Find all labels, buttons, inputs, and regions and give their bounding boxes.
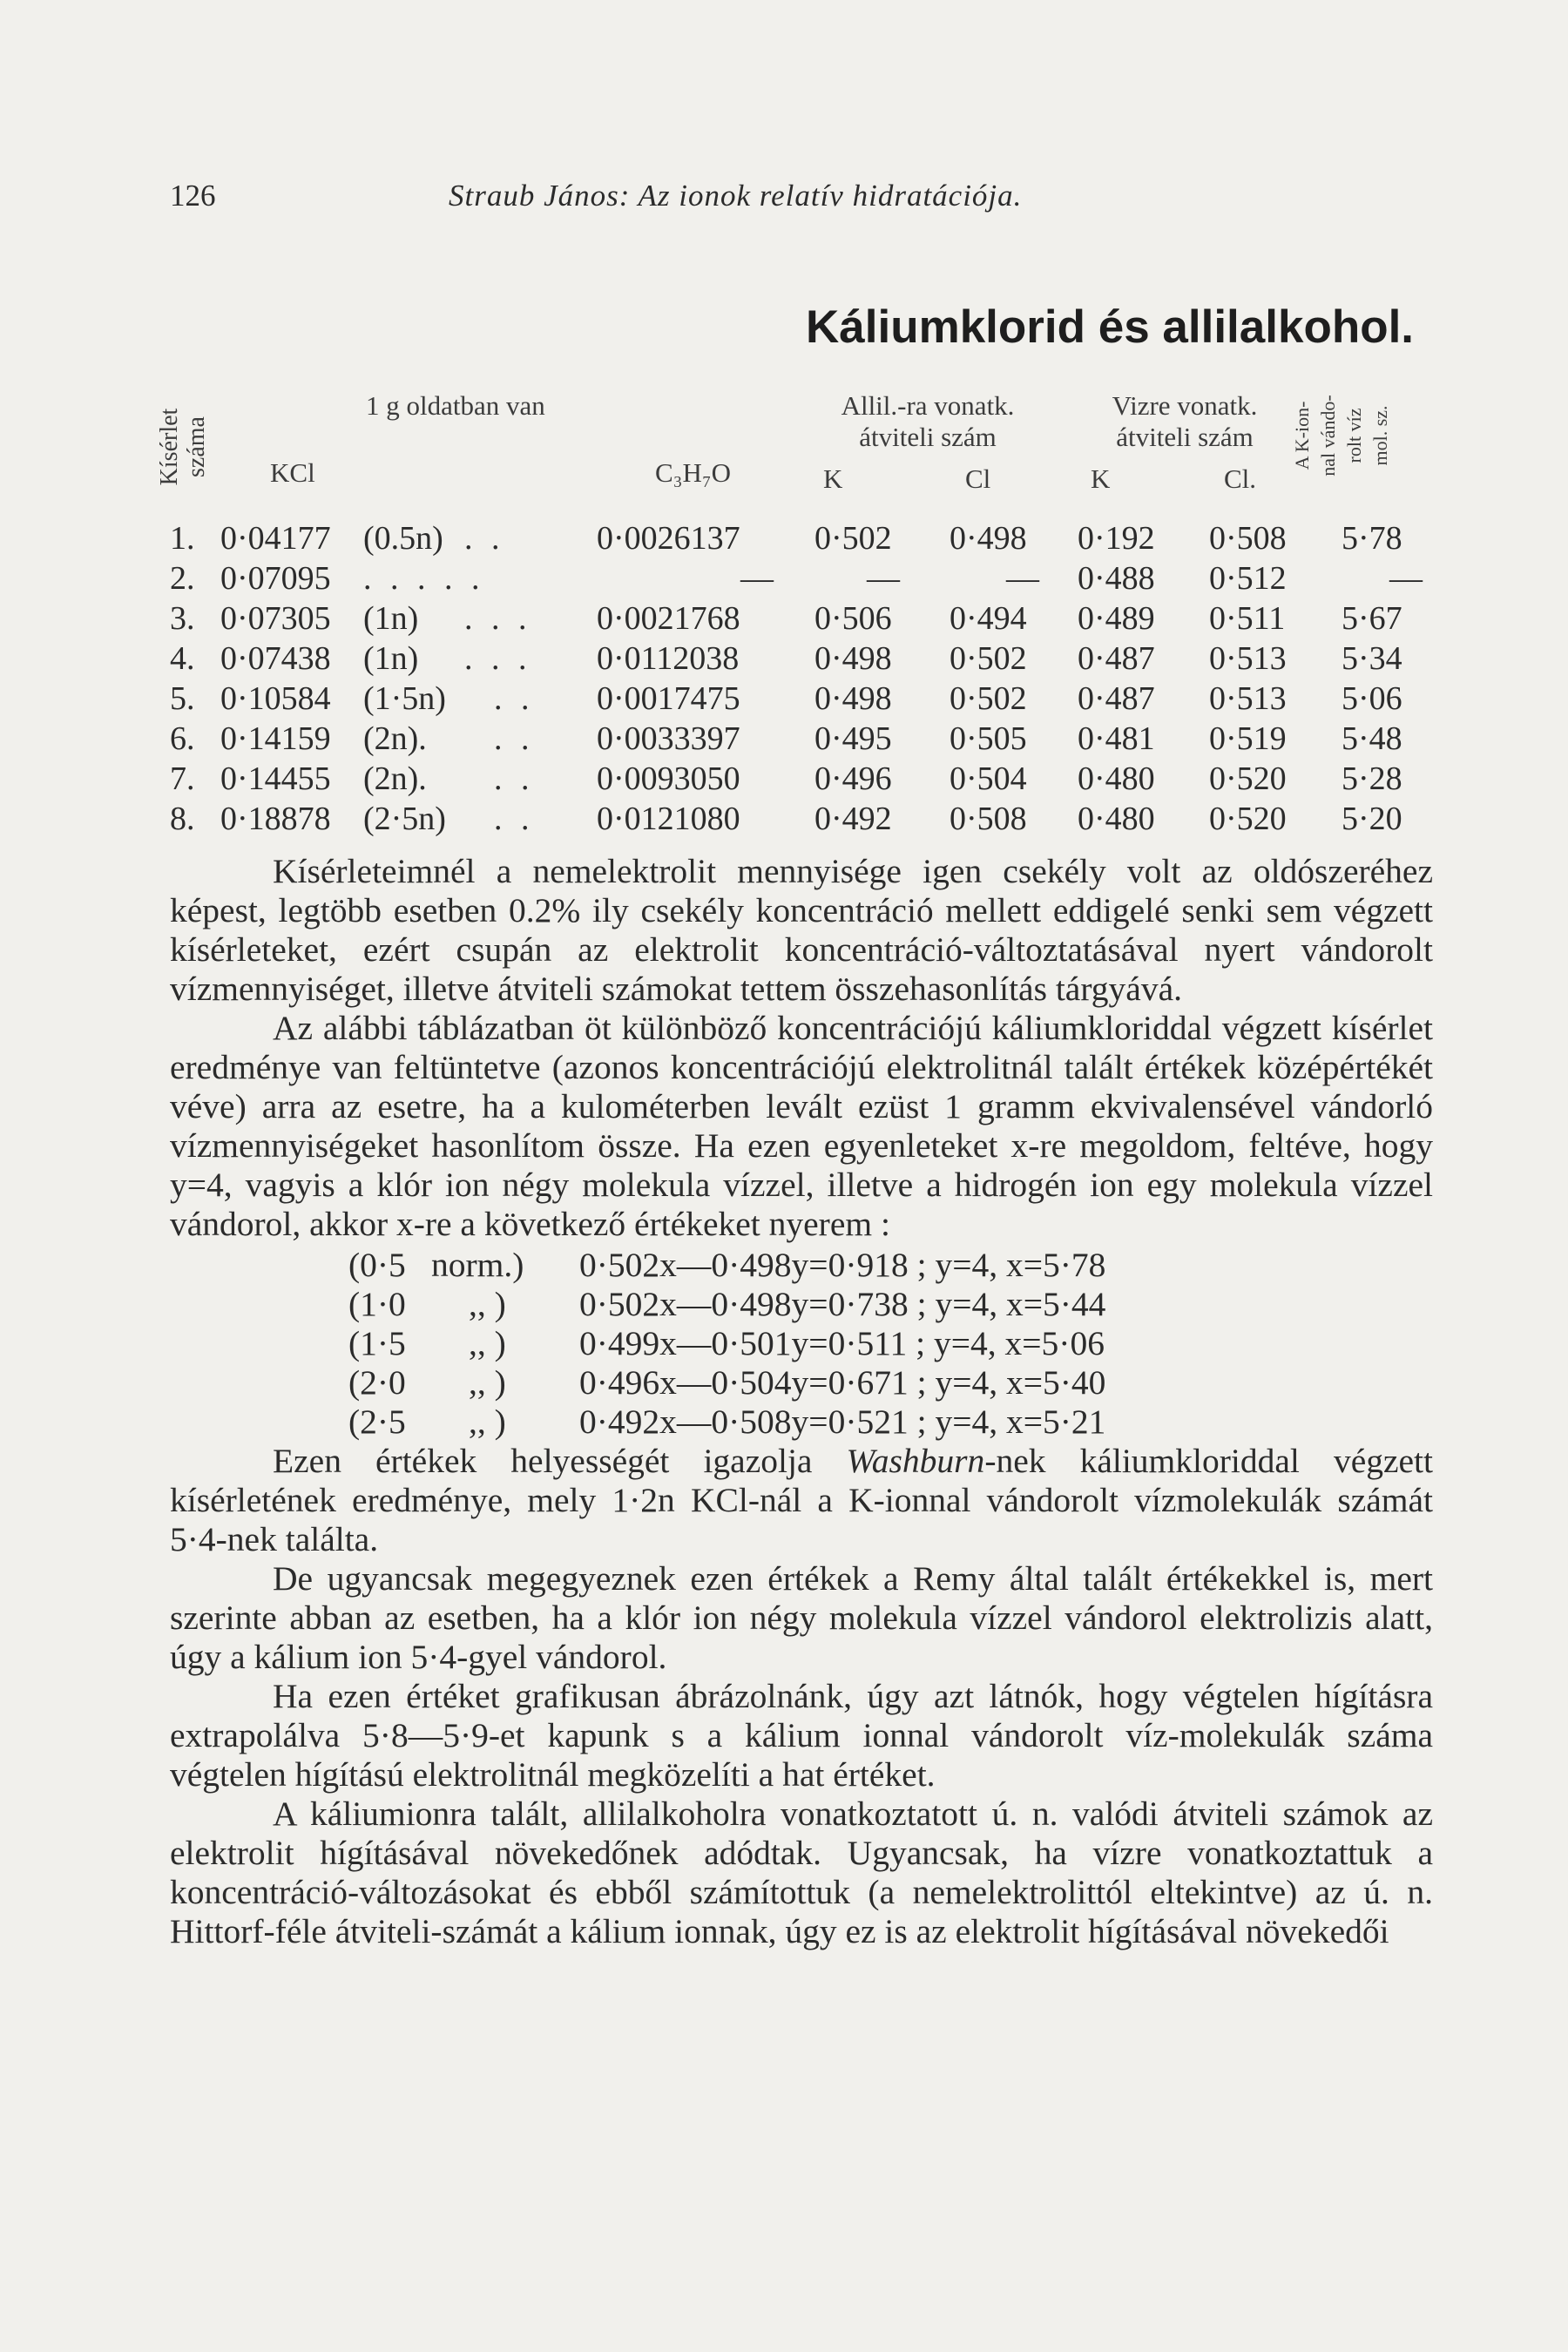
cell-leader-dots: . . [494, 680, 535, 717]
cell-allyl-k: 0·492 [814, 801, 892, 837]
equation-concentration: (2·0 [348, 1363, 406, 1402]
equation-unit: ,, ) [469, 1324, 506, 1362]
cell-water-k: 0·480 [1078, 801, 1155, 837]
header-allyl-group: Allil.-ra vonatk. átviteli szám [841, 390, 1015, 452]
equation-unit: ,, ) [469, 1285, 506, 1323]
cell-allyl-k: 0·498 [814, 680, 892, 717]
equation-unit: norm.) [431, 1246, 524, 1284]
equation-row [348, 1324, 1433, 1363]
header-experiment-number: Kísérlet száma [156, 408, 210, 486]
cell-water-molecules: 5·28 [1342, 760, 1402, 797]
cell-c3h7o: — [740, 560, 774, 597]
cell-leader-dots: . . . [464, 640, 532, 677]
cell-allyl-cl: 0·505 [950, 720, 1027, 757]
cell-c3h7o: 0·0093050 [597, 760, 740, 797]
equation-row [348, 1285, 1433, 1324]
cell-water-molecules: 5·34 [1342, 640, 1402, 677]
cell-allyl-cl: 0·502 [950, 680, 1027, 717]
row-number: 6. [170, 720, 195, 757]
cell-water-k: 0·480 [1078, 760, 1155, 797]
cell-leader-dots: . . [494, 760, 535, 797]
row-number: 1. [170, 520, 195, 557]
equation-unit: ,, ) [469, 1363, 506, 1402]
cell-water-k: 0·489 [1078, 600, 1155, 637]
equation-unit: ,, ) [469, 1402, 506, 1441]
cell-concentration: (1·5n) [363, 680, 446, 717]
cell-leader-dots: . . [494, 801, 535, 837]
body-text [170, 852, 1433, 1951]
equation-concentration: (1·5 [348, 1324, 406, 1362]
cell-c3h7o: 0·0026137 [597, 520, 740, 557]
cell-leader-dots: . . . . . [363, 560, 485, 597]
cell-concentration: (0.5n) [363, 520, 443, 557]
cell-water-k: 0·487 [1078, 640, 1155, 677]
cell-kcl: 0·07095 [220, 560, 331, 597]
equation-concentration: (1·0 [348, 1285, 406, 1323]
cell-water-molecules: 5·48 [1342, 720, 1402, 757]
cell-water-cl: 0·513 [1209, 640, 1287, 677]
header-per-gram-solution: 1 g oldatban van [366, 390, 545, 421]
table-row [170, 639, 1433, 679]
header-water-k: K [1091, 463, 1111, 494]
cell-allyl-k: 0·502 [814, 520, 892, 557]
row-number: 4. [170, 640, 195, 677]
cell-water-cl: 0·520 [1209, 760, 1287, 797]
equation-row [348, 1402, 1433, 1442]
cell-leader-dots: . . [464, 520, 505, 557]
equation-expression: 0·496x—0·504y=0·671 ; y=4, x=5·40 [579, 1363, 1106, 1402]
equation-concentration: (2·5 [348, 1402, 406, 1441]
cell-water-cl: 0·519 [1209, 720, 1287, 757]
equation-expression: 0·492x—0·508y=0·521 ; y=4, x=5·21 [579, 1402, 1106, 1441]
cell-c3h7o: 0·0017475 [597, 680, 740, 717]
cell-water-k: 0·481 [1078, 720, 1155, 757]
running-title: Straub János: Az ionok relatív hidratációja. [449, 179, 1023, 213]
equation-concentration: (0·5 [348, 1246, 406, 1284]
running-head [170, 179, 1433, 213]
cell-water-molecules: 5·06 [1342, 680, 1402, 717]
row-number: 7. [170, 760, 195, 797]
table-body [170, 518, 1433, 839]
equation-row [348, 1246, 1433, 1285]
cell-c3h7o: 0·0112038 [597, 640, 740, 677]
header-allyl-k: K [823, 463, 843, 494]
cell-kcl: 0·07305 [220, 600, 331, 637]
cell-allyl-cl: 0·504 [950, 760, 1027, 797]
header-allyl-cl: Cl [965, 463, 991, 494]
cell-kcl: 0·14159 [220, 720, 331, 757]
table-row [170, 598, 1433, 639]
cell-water-k: 0·192 [1078, 520, 1155, 557]
cell-concentration: (1n) [363, 640, 419, 677]
cell-water-cl: 0·508 [1209, 520, 1287, 557]
paragraph: A káliumionra talált, allilalkoholra vonatkoztatott ú. n. valódi átviteli számok az elektrolit hígításával növekedőnek adódtak. Ugyancsak, ha vízre vonatkoztattuk a koncentráció-változásokat és ebből számítottuk (a nemelektrolittól eltekintve) az ú. n. Hittorf-féle átviteli-számát a kálium ionnak, úgy ez is az elektrolit hígításával növekedői [170, 1794, 1433, 1950]
table-row [170, 518, 1433, 558]
cell-water-molecules: 5·67 [1342, 600, 1402, 637]
cell-allyl-k: 0·495 [814, 720, 892, 757]
cell-kcl: 0·07438 [220, 640, 331, 677]
cell-leader-dots: . . . [464, 600, 532, 637]
row-number: 8. [170, 801, 195, 837]
cell-c3h7o: 0·0021768 [597, 600, 740, 637]
paragraph: Ezen értékek helyességét igazolja Washburn-nek káliumkloriddal végzett kísérletének eredménye, mely 1·2n KCl-nál a K-ionnal vándorolt vízmolekulák számát 5·4-nek találta. [170, 1442, 1433, 1558]
header-c3h7o: C₃H₇O [655, 457, 732, 488]
cell-c3h7o: 0·0121080 [597, 801, 740, 837]
header-water-group: Vizre vonatk. átviteli szám [1112, 390, 1258, 452]
row-number: 2. [170, 560, 195, 597]
equation-list [348, 1246, 1433, 1442]
table-row [170, 558, 1433, 598]
table-row [170, 799, 1433, 839]
cell-concentration: (2n). [363, 760, 427, 797]
cell-allyl-k: 0·496 [814, 760, 892, 797]
author-name: Washburn [846, 1442, 985, 1480]
cell-allyl-k: 0·506 [814, 600, 892, 637]
cell-allyl-cl: 0·508 [950, 801, 1027, 837]
cell-water-molecules: — [1389, 560, 1423, 597]
paragraph: De ugyancsak megegyeznek ezen értékek a Remy által talált értékekkel is, mert szerinte abban az esetben, ha a klór ion négy molekula vízzel vándorol elektrolizis alatt, úgy a kálium ion 5·4-gyel vándorol. [170, 1559, 1433, 1676]
cell-water-cl: 0·513 [1209, 680, 1287, 717]
cell-kcl: 0·14455 [220, 760, 331, 797]
paragraph: Kísérleteimnél a nemelektrolit mennyisége igen csekély volt az oldószeréhez képest, legtöbb esetben 0.2% ily csekély koncentráció mellett eddigelé senki sem végzett kísérleteket, ezért csupán az elektrolit koncentráció-változtatásával nyert vándorolt vízmennyiséget, illetve átviteli számokat tettem összehasonlítás tárgyává. [170, 852, 1433, 1008]
cell-allyl-k: — [867, 560, 900, 597]
row-number: 3. [170, 600, 195, 637]
cell-concentration: (1n) [363, 600, 419, 637]
cell-water-cl: 0·511 [1209, 600, 1286, 637]
table-row [170, 679, 1433, 719]
cell-water-molecules: 5·20 [1342, 801, 1402, 837]
cell-leader-dots: . . [494, 720, 535, 757]
cell-c3h7o: 0·0033397 [597, 720, 740, 757]
cell-water-cl: 0·520 [1209, 801, 1287, 837]
paragraph: Az alábbi táblázatban öt különböző koncentrációjú káliumkloriddal végzett kísérlet eredménye van feltüntetve (azonos koncentrációjú elektrolitnál talált értékek középértékét véve) arra az esetre, ha a kulométerben levált ezüst 1 gramm ekvivalensével vándorló vízmennyiségeket hasonlítom össze. Ha ezen egyenleteket x-re megoldom, feltéve, hogy y=4, vagyis a klór ion négy molekula vízzel, illetve a hidrogén ion egy molekula vízzel vándorol, akkor x-re a következő értékeket nyerem : [170, 1009, 1433, 1243]
cell-allyl-k: 0·498 [814, 640, 892, 677]
table-row [170, 759, 1433, 799]
table-title: Káliumklorid és allilalkohol. [806, 301, 1415, 353]
cell-kcl: 0·18878 [220, 801, 331, 837]
table-row [170, 719, 1433, 759]
cell-water-k: 0·488 [1078, 560, 1155, 597]
header-water-cl: Cl. [1224, 463, 1257, 494]
cell-kcl: 0·04177 [220, 520, 331, 557]
cell-concentration: (2n). [363, 720, 427, 757]
paragraph: Ha ezen értéket grafikusan ábrázolnánk, úgy azt látnók, hogy végtelen hígításra extrapolálva 5·8—5·9-et kapunk s a kálium ionnal vándorolt víz-molekulák száma végtelen hígítású elektrolitnál megközelíti a hat értéket. [170, 1677, 1433, 1794]
cell-allyl-cl: 0·494 [950, 600, 1027, 637]
header-kcl: KCl [270, 457, 315, 488]
cell-water-cl: 0·512 [1209, 560, 1287, 597]
cell-kcl: 0·10584 [220, 680, 331, 717]
equation-expression: 0·502x—0·498y=0·918 ; y=4, x=5·78 [579, 1246, 1106, 1284]
cell-allyl-cl: — [1006, 560, 1039, 597]
cell-water-molecules: 5·78 [1342, 520, 1402, 557]
equation-expression: 0·502x—0·498y=0·738 ; y=4, x=5·44 [579, 1285, 1106, 1323]
equation-row [348, 1363, 1433, 1402]
cell-water-k: 0·487 [1078, 680, 1155, 717]
cell-allyl-cl: 0·498 [950, 520, 1027, 557]
row-number: 5. [170, 680, 195, 717]
equation-expression: 0·499x—0·501y=0·511 ; y=4, x=5·06 [579, 1324, 1105, 1362]
cell-concentration: (2·5n) [363, 801, 446, 837]
header-k-ion-water-molecules: A K-ion- nal vándo- rolt víz mol. sz. [1291, 395, 1391, 476]
page-number: 126 [170, 179, 216, 213]
cell-allyl-cl: 0·502 [950, 640, 1027, 677]
